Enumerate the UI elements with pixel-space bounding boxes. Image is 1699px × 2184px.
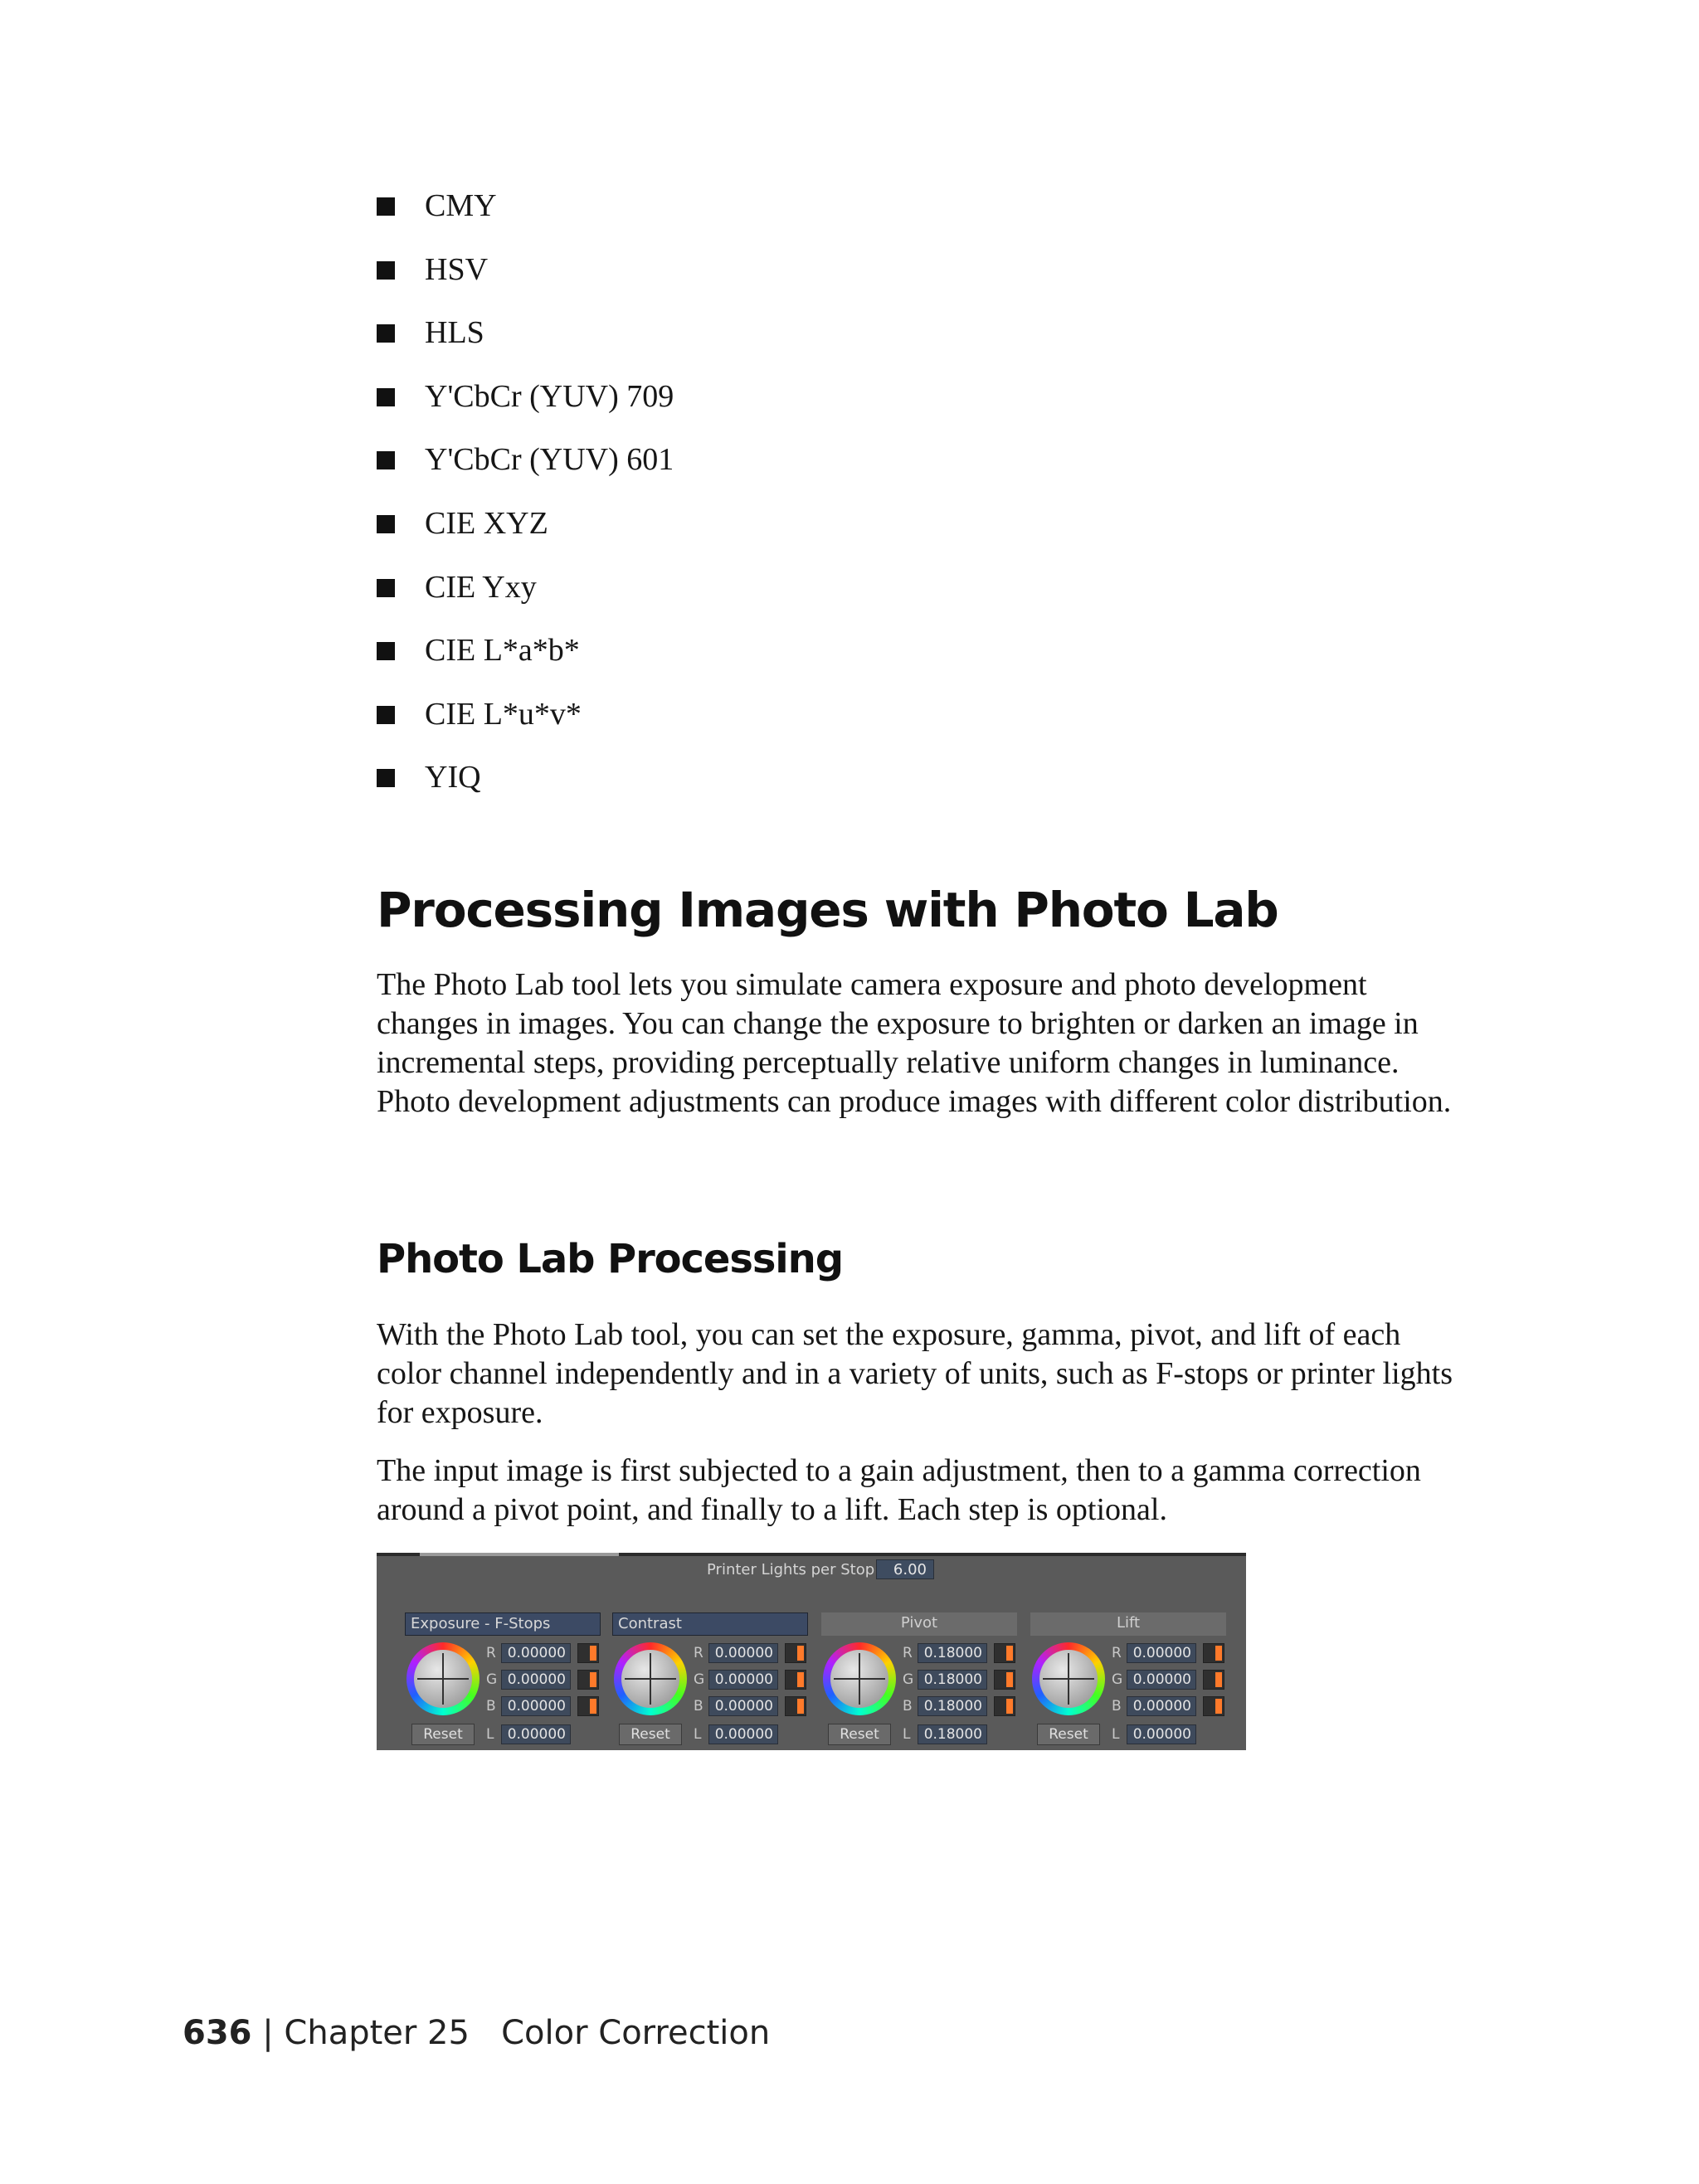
printer-lights-input[interactable]: 6.00 [876, 1559, 934, 1579]
bullet-square-icon [377, 642, 395, 660]
body-paragraph: With the Photo Lab tool, you can set the exposure, gamma, pivot, and lift of each color channel independently and in a variety of units, such as F-stops or printer lights for exposure. [377, 1317, 1453, 1430]
channel-label: R [694, 1645, 703, 1661]
tab-indicator [420, 1553, 513, 1556]
color-wheel-icon[interactable] [614, 1642, 687, 1715]
value-field-l[interactable]: 0.00000 [1127, 1724, 1196, 1744]
value-field-g[interactable]: 0.00000 [501, 1670, 571, 1690]
color-wheel-icon[interactable] [1032, 1642, 1105, 1715]
list-item [377, 562, 674, 626]
value-field-l[interactable]: 0.18000 [918, 1724, 987, 1744]
channel-label: R [486, 1645, 496, 1661]
slider-handle[interactable] [994, 1696, 1015, 1716]
list-item [377, 435, 674, 499]
wheel-crosshair [621, 1650, 679, 1708]
wheel-crosshair [830, 1650, 888, 1708]
list-item-text: Y'CbCr (YUV) 709 [425, 378, 674, 414]
contrast-mode-dropdown[interactable]: Contrast [612, 1612, 808, 1636]
wheel-crosshair [1039, 1650, 1098, 1708]
channel-label: L [903, 1726, 911, 1743]
list-item [377, 689, 674, 753]
value-field-b[interactable]: 0.00000 [708, 1696, 778, 1716]
channel-label: L [1112, 1726, 1120, 1743]
value-field-b[interactable]: 0.00000 [501, 1696, 571, 1716]
color-wheel-icon[interactable] [406, 1642, 480, 1715]
exposure-group [405, 1612, 601, 1747]
subsection-title: Photo Lab Processing [377, 1236, 843, 1282]
channel-label: B [1112, 1698, 1122, 1715]
channel-label: B [903, 1698, 913, 1715]
bullet-square-icon [377, 324, 395, 343]
printer-lights-label: Printer Lights per Stop [707, 1561, 875, 1578]
list-item-text: CIE Yxy [425, 569, 537, 605]
slider-handle[interactable] [1203, 1670, 1224, 1690]
value-field-g[interactable]: 0.00000 [1127, 1670, 1196, 1690]
list-item [377, 372, 674, 435]
bullet-square-icon [377, 769, 395, 787]
channel-label: B [694, 1698, 703, 1715]
bullet-square-icon [377, 706, 395, 724]
slider-handle[interactable] [1203, 1696, 1224, 1716]
lift-header: Lift [1030, 1612, 1226, 1636]
value-field-r[interactable]: 0.00000 [501, 1643, 571, 1663]
value-field-g[interactable]: 0.00000 [708, 1670, 778, 1690]
channel-label: L [486, 1726, 494, 1743]
reset-button[interactable]: Reset [411, 1724, 475, 1745]
page-footer [183, 2014, 770, 2052]
value-field-l[interactable]: 0.00000 [708, 1724, 778, 1744]
value-field-l[interactable]: 0.00000 [501, 1724, 571, 1744]
channel-label: G [1112, 1671, 1123, 1688]
channel-label: B [486, 1698, 496, 1715]
pivot-header: Pivot [821, 1612, 1017, 1636]
chapter-label: Chapter 25 [284, 2014, 470, 2052]
slider-handle[interactable] [785, 1643, 806, 1663]
value-field-b[interactable]: 0.18000 [918, 1696, 987, 1716]
bullet-square-icon [377, 388, 395, 406]
slider-handle[interactable] [994, 1670, 1015, 1690]
list-item [377, 499, 674, 562]
color-wheel-icon[interactable] [823, 1642, 896, 1715]
chapter-title: Color Correction [501, 2014, 771, 2052]
lift-group [1030, 1612, 1226, 1747]
list-item-text: Y'CbCr (YUV) 601 [425, 442, 674, 478]
channel-label: G [903, 1671, 914, 1688]
slider-handle[interactable] [785, 1696, 806, 1716]
list-item [377, 181, 674, 245]
panel-top-border [377, 1553, 1246, 1556]
bullet-square-icon [377, 515, 395, 533]
tab-indicator [511, 1553, 619, 1556]
list-item-text: CIE XYZ [425, 505, 548, 541]
reset-button[interactable]: Reset [619, 1724, 682, 1745]
channel-label: G [486, 1671, 498, 1688]
list-item [377, 308, 674, 372]
exposure-mode-dropdown[interactable]: Exposure - F-Stops [405, 1612, 601, 1636]
list-item-text: CIE L*u*v* [425, 696, 582, 732]
photo-lab-panel [377, 1553, 1246, 1750]
value-field-r[interactable]: 0.00000 [708, 1643, 778, 1663]
footer-separator: | [262, 2014, 274, 2052]
body-paragraph: The input image is first subjected to a gain adjustment, then to a gamma correction around a pivot point, and finally to a lift. Each step is optional. [377, 1453, 1421, 1527]
value-field-r[interactable]: 0.18000 [918, 1643, 987, 1663]
value-field-g[interactable]: 0.18000 [918, 1670, 987, 1690]
slider-handle[interactable] [577, 1670, 599, 1690]
slider-handle[interactable] [577, 1643, 599, 1663]
slider-handle[interactable] [994, 1643, 1015, 1663]
list-item-text: HSV [425, 251, 489, 287]
list-item [377, 752, 674, 816]
bullet-square-icon [377, 579, 395, 597]
list-item-text: CIE L*a*b* [425, 633, 580, 669]
list-item [377, 245, 674, 309]
color-model-list [377, 181, 674, 816]
slider-handle[interactable] [785, 1670, 806, 1690]
section-title: Processing Images with Photo Lab [377, 882, 1278, 938]
contrast-group [612, 1612, 808, 1747]
channel-label: R [1112, 1645, 1122, 1661]
list-item-text: YIQ [425, 760, 481, 795]
channel-label: G [694, 1671, 705, 1688]
value-field-r[interactable]: 0.00000 [1127, 1643, 1196, 1663]
page-number: 636 [183, 2014, 252, 2052]
pivot-group [821, 1612, 1017, 1747]
bullet-square-icon [377, 261, 395, 280]
slider-handle[interactable] [1203, 1643, 1224, 1663]
bullet-square-icon [377, 451, 395, 469]
reset-button[interactable]: Reset [1037, 1724, 1100, 1745]
bullet-square-icon [377, 197, 395, 216]
intro-paragraph: The Photo Lab tool lets you simulate camera exposure and photo development changes in images. You can change the exposure to brighten or darken an image in incremental steps, providing perceptually relative uniform changes in luminance. Photo development adjustments can produce images with different color distribution. [377, 967, 1452, 1119]
wheel-crosshair [414, 1650, 472, 1708]
list-item-text: HLS [425, 315, 484, 351]
value-field-b[interactable]: 0.00000 [1127, 1696, 1196, 1716]
slider-handle[interactable] [577, 1696, 599, 1716]
list-item-text: CMY [425, 188, 497, 223]
reset-button[interactable]: Reset [828, 1724, 891, 1745]
channel-label: R [903, 1645, 913, 1661]
channel-label: L [694, 1726, 702, 1743]
list-item [377, 625, 674, 689]
